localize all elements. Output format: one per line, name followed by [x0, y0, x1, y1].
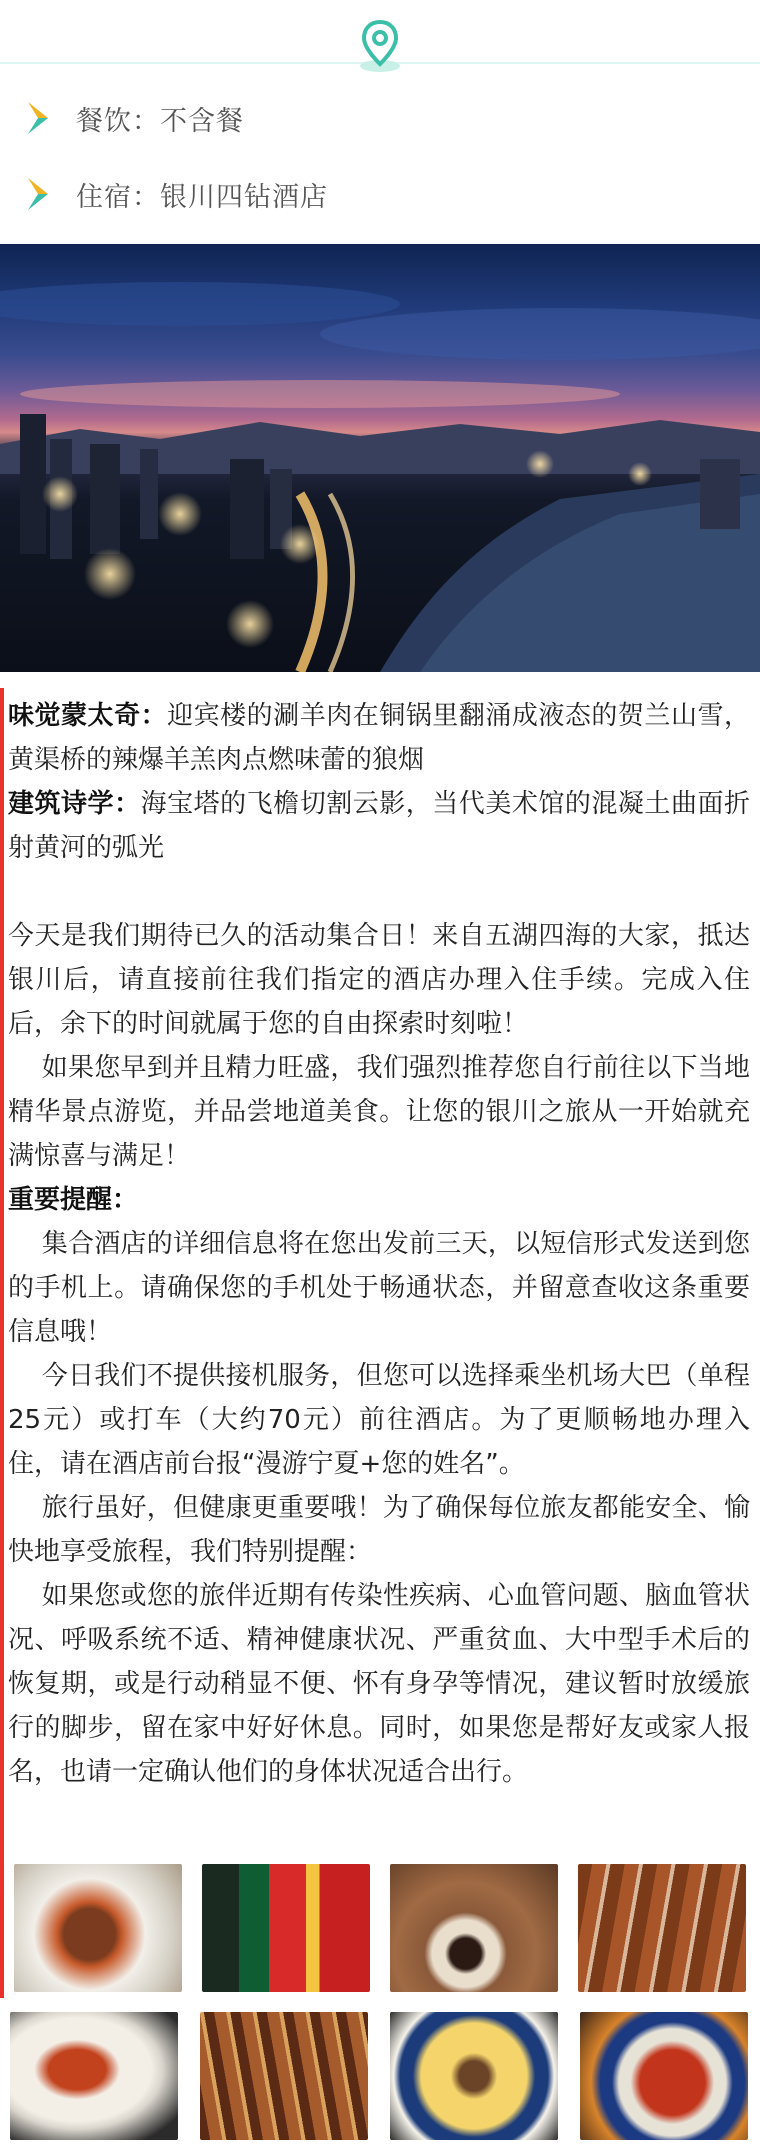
lodging-info: 住宿：银川四钻酒店 [76, 181, 328, 213]
spacer [8, 870, 750, 914]
health-detail-paragraph: 如果您或您的旅伴近期有传染性疾病、心血管问题、脑血管状况、呼吸系统不适、精神健康状况、严重贫血、大中型手术后的恢复期，或是行动稍显不便、怀有身孕等情况，建议暂时放缓旅行的脚步，留在家中好好休息。同时，如果您是帮好友或家人报名，也请一定确认他们的身体状况适合出行。 [8, 1581, 750, 1787]
sms-paragraph: 集合酒店的详细信息将在您出发前三天，以短信形式发送到您的手机上。请确保您的手机处于畅通状态，并留意查收这条重要信息哦！ [8, 1229, 750, 1347]
reminder-title: 重要提醒： [8, 1185, 139, 1215]
food-photo-beef-noodles [390, 2012, 558, 2140]
chevron-right-icon [24, 98, 54, 138]
food-photo-skewers-plate [14, 1864, 182, 1992]
architecture-title: 建筑诗学： [8, 789, 141, 819]
health-intro-paragraph: 旅行虽好，但健康更重要哦！为了确保每位旅友都能安全、愉快地享受旅程，我们特别提醒： [8, 1493, 750, 1567]
intro-paragraph: 今天是我们期待已久的活动集合日！来自五湖四海的大家，抵达银川后，请直接前往我们指定的酒店办理入住手续。完成入住后，余下的时间就属于您的自由探索时刻啦！ [8, 921, 750, 1039]
food-photo-noodle-bowl [10, 2012, 178, 2140]
taste-text: 迎宾楼的涮羊肉在铜锅里翻涌成液态的贺兰山雪，黄渠桥的辣爆羊羔肉点燃味蕾的狼烟 [8, 701, 750, 775]
taste-paragraph [8, 694, 750, 782]
recommend-paragraph: 如果您早到并且精力旺盛，我们强烈推荐您自行前往以下当地精华景点游览，并品尝地道美食。让您的银川之旅从一开始就充满惊喜与满足！ [8, 1053, 750, 1171]
transport-paragraph: 今日我们不提供接机服务，但您可以选择乘坐机场大巴（单程25元）或打车（大约70元）前往酒店。为了更顺畅地办理入住，请在酒店前台报“漫游宁夏+您的姓名”。 [8, 1361, 750, 1479]
architecture-paragraph [8, 782, 750, 870]
meal-info: 餐饮：不含餐 [76, 105, 244, 137]
city-night-photo [0, 244, 760, 672]
chevron-right-icon [24, 174, 54, 214]
food-photo-bbq-tray [200, 2012, 368, 2140]
lodging-row [24, 172, 328, 216]
food-photo-mutton-platter [390, 1864, 558, 1992]
architecture-text: 海宝塔的飞檐切割云影，当代美术馆的混凝土曲面折射黄河的弧光 [8, 789, 750, 863]
taste-title: 味觉蒙太奇： [8, 701, 168, 731]
food-photo-grilled-skewers [578, 1864, 746, 1992]
food-photo-spicy-noodles [580, 2012, 748, 2140]
itinerary-text [0, 688, 756, 1998]
food-photo-beer-cans [202, 1864, 370, 1992]
location-pin-icon [357, 18, 403, 74]
meal-row [24, 96, 244, 140]
